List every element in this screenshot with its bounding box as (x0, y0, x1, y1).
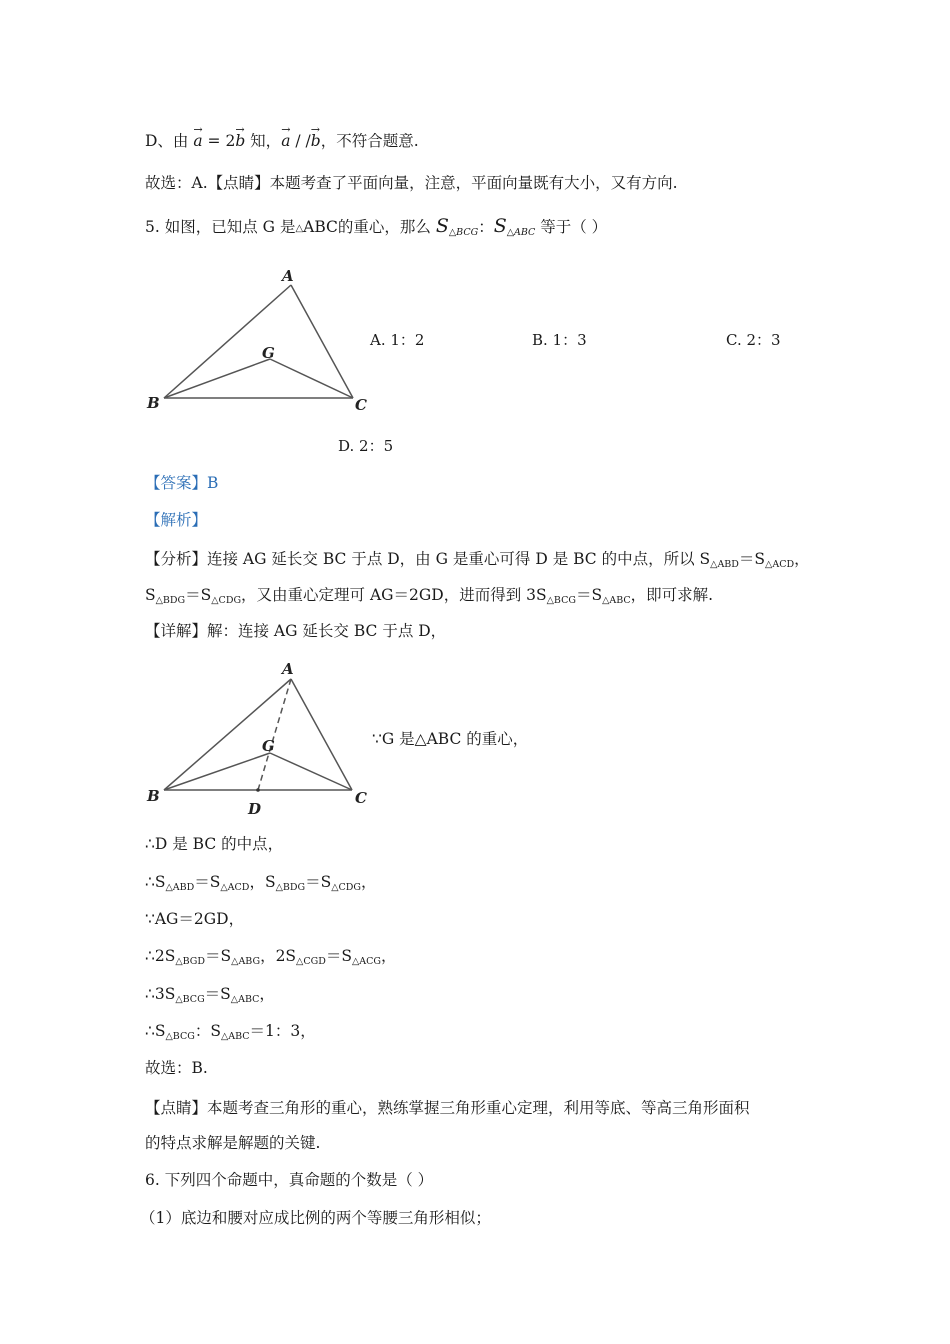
option-a: A. 1：2 (370, 331, 425, 349)
question-5-stem: 5. 如图，已知点 G 是△ABC的重心，那么 $S_{\triangle BCG}$：$S_{\triangle ABC}$ 等于（ ） (145, 215, 608, 238)
edge-ab (164, 285, 291, 398)
question-6-item-1: （1）底边和腰对应成比例的两个等腰三角形相似； (140, 1209, 491, 1227)
figure-triangle-centroid (140, 262, 380, 422)
step-5: $\therefore 3S_{\triangle BCG}=S_{\triangle ABC}$， (145, 985, 275, 1005)
edge-gc (270, 753, 352, 790)
step-6: $\therefore S_{\triangle BCG}$：$S_{\triangle ABC}=1$：3， (145, 1022, 316, 1042)
conclusion-q4: 故选：A.【点睛】本题考查了平面向量，注意，平面向量既有大小，又有方向. (145, 174, 678, 192)
label-c: C (355, 789, 367, 807)
label-g: G (262, 344, 275, 362)
step-3: ∵AG＝2GD， (145, 910, 245, 928)
option-c: C. 2：3 (726, 331, 781, 349)
edge-bg (164, 753, 270, 790)
step-2: $\therefore S_{\triangle ABD}=S_{\triangle ACD}$，$S_{\triangle BDG}=S_{\triangle CDG}$， (145, 873, 377, 893)
option-d-explanation: D、由 → a = 2→ b 知，→ a / /→ b，不符合题意. (145, 131, 419, 151)
vector-a-parallel: → a (281, 131, 290, 151)
detail-line-1: 【详解】解：连接 AG 延长交 BC 于点 D， (145, 622, 447, 640)
vector-b-parallel: → b (311, 131, 321, 151)
dianjing-line-1: 【点睛】本题考查三角形的重心，熟练掌握三角形重心定理，利用等底、等高三角形面积 (145, 1099, 750, 1117)
label-a: A (282, 660, 294, 678)
figure-triangle-median (140, 655, 380, 820)
vector-a: → a (193, 131, 202, 151)
step-1: ∴D 是 BC 的中点， (145, 835, 284, 853)
point-d (256, 788, 260, 792)
label-d: D (248, 800, 262, 818)
because-centroid: ∵G 是△ABC 的重心， (372, 730, 529, 748)
option-d: D. 2：5 (338, 437, 394, 455)
answer-label: 【答案】B (145, 474, 219, 492)
label-g: G (262, 737, 275, 755)
triangle-icon: △ (295, 223, 304, 234)
step-4: $\therefore 2S_{\triangle BGD}=S_{\triangle ABG}$，$2S_{\triangle CGD}=S_{\triangle ACG}$， (145, 947, 397, 967)
fenxi-line-1: 【分析】连接 AG 延长交 BC 于点 D，由 G 是重心可得 D 是 BC 的中点，所以 $S_{\triangle ABD}=S_{\triangle ACD}$， (145, 550, 810, 570)
edge-ab (164, 679, 291, 790)
choose-b: 故选：B. (145, 1059, 208, 1077)
label-b: B (147, 394, 160, 412)
label-a: A (282, 267, 294, 285)
edge-bg (164, 359, 270, 398)
analysis-heading: 【解析】 (145, 511, 208, 529)
dianjing-line-2: 的特点求解是解题的关键. (145, 1134, 321, 1152)
question-6-stem: 6. 下列四个命题中，真命题的个数是（ ） (145, 1171, 434, 1189)
edge-ac (291, 285, 353, 398)
fenxi-line-2: $S_{\triangle BDG}=S_{\triangle CDG}$，又由重心定理可 AG＝2GD，进而得到 $3S_{\triangle BCG}=S_{\triangle ABC}$，即可求解. (145, 586, 714, 606)
label-c: C (355, 396, 367, 414)
vector-b: → b (235, 131, 245, 151)
option-b: B. 1：3 (532, 331, 587, 349)
edge-gc (270, 359, 353, 398)
edge-ac (291, 679, 352, 790)
label-b: B (147, 787, 160, 805)
median-ad-dashed (258, 679, 291, 790)
